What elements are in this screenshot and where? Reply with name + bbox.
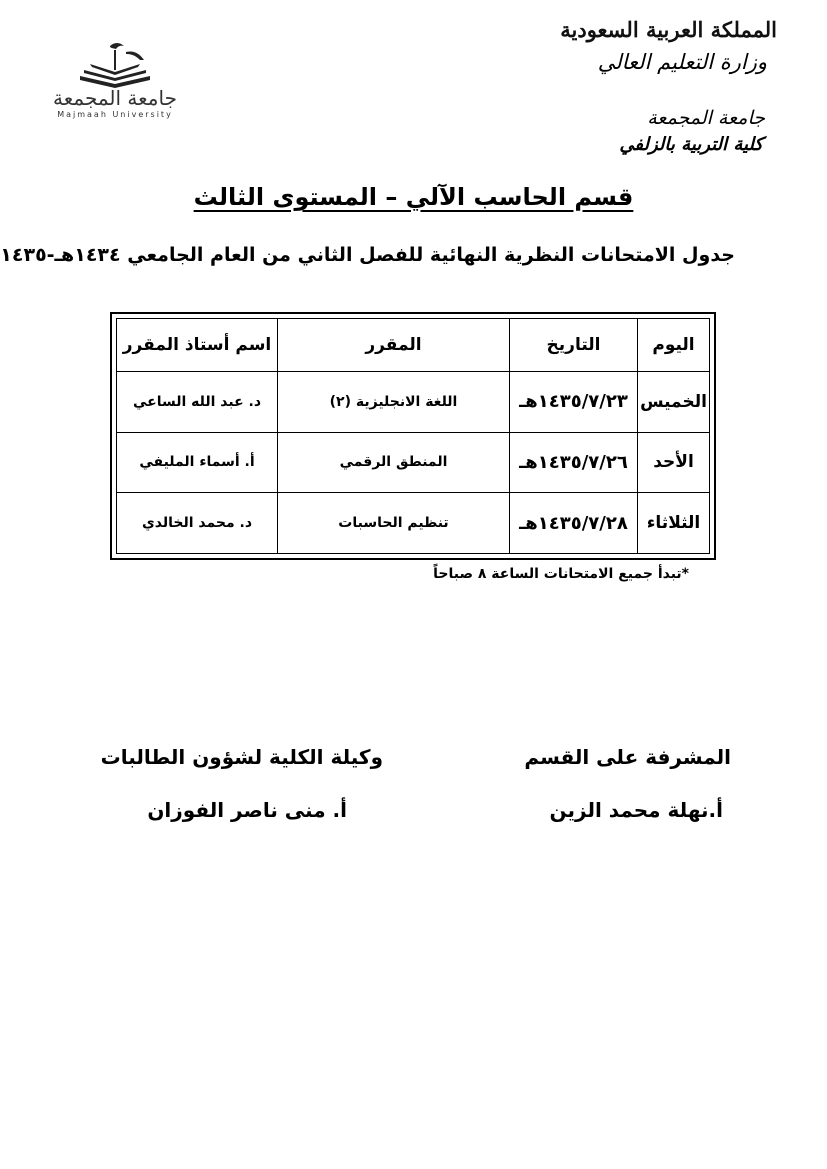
vice-dean-name: أ. منى ناصر الفوزان	[147, 798, 347, 822]
vice-dean-title: وكيلة الكلية لشؤون الطالبات	[100, 745, 383, 769]
cell-course: المنطق الرقمي	[278, 432, 510, 493]
cell-course: اللغة الانجليزية (٢)	[278, 372, 510, 433]
supervisor-name: أ.نهلة محمد الزين	[549, 798, 723, 822]
cell-professor: أ. أسماء المليفي	[117, 432, 278, 493]
header-day: اليوم	[638, 319, 710, 372]
university-logo	[40, 40, 190, 140]
header-professor: اسم أستاذ المقرر	[117, 319, 278, 372]
table-row	[117, 493, 710, 554]
exam-schedule-table-frame	[110, 312, 716, 560]
table-row	[117, 432, 710, 493]
logo-english-wordmark: Majmaah University	[57, 110, 173, 119]
header-course: المقرر	[278, 319, 510, 372]
exam-schedule-table	[116, 318, 710, 554]
table-row	[117, 372, 710, 433]
cell-day: الأحد	[638, 432, 710, 493]
cell-day: الخميس	[638, 372, 710, 433]
cell-professor: د. عبد الله الساعي	[117, 372, 278, 433]
department-level-title: قسم الحاسب الآلي – المستوى الثالث	[193, 183, 634, 211]
cell-date: ١٤٣٥/٧/٢٦هـ	[510, 432, 638, 493]
table-header-row	[117, 319, 710, 372]
header-date: التاريخ	[510, 319, 638, 372]
open-book-icon	[40, 40, 190, 90]
letterhead	[537, 16, 777, 158]
cell-date: ١٤٣٥/٧/٢٨هـ	[510, 493, 638, 554]
kingdom-name: المملكة العربية السعودية	[560, 17, 777, 42]
university-name: جامعة المجمعة	[647, 107, 765, 129]
schedule-subtitle: جدول الامتحانات النظرية النهائية للفصل الثاني من العام الجامعي ١٤٣٤هـ-١٤٣٥	[0, 244, 735, 266]
cell-course: تنظيم الحاسبات	[278, 493, 510, 554]
supervisor-title: المشرفة على القسم	[524, 745, 731, 769]
cell-day: الثلاثاء	[638, 493, 710, 554]
cell-professor: د. محمد الخالدي	[117, 493, 278, 554]
exam-time-note: *تبدأ جميع الامتحانات الساعة ٨ صباحاً	[433, 566, 689, 582]
cell-date: ١٤٣٥/٧/٢٣هـ	[510, 372, 638, 433]
logo-arabic-wordmark: جامعة المجمعة	[53, 86, 177, 110]
college-name: كلية التربية بالزلفي	[619, 134, 763, 155]
ministry-name: وزارة التعليم العالي	[597, 50, 767, 74]
